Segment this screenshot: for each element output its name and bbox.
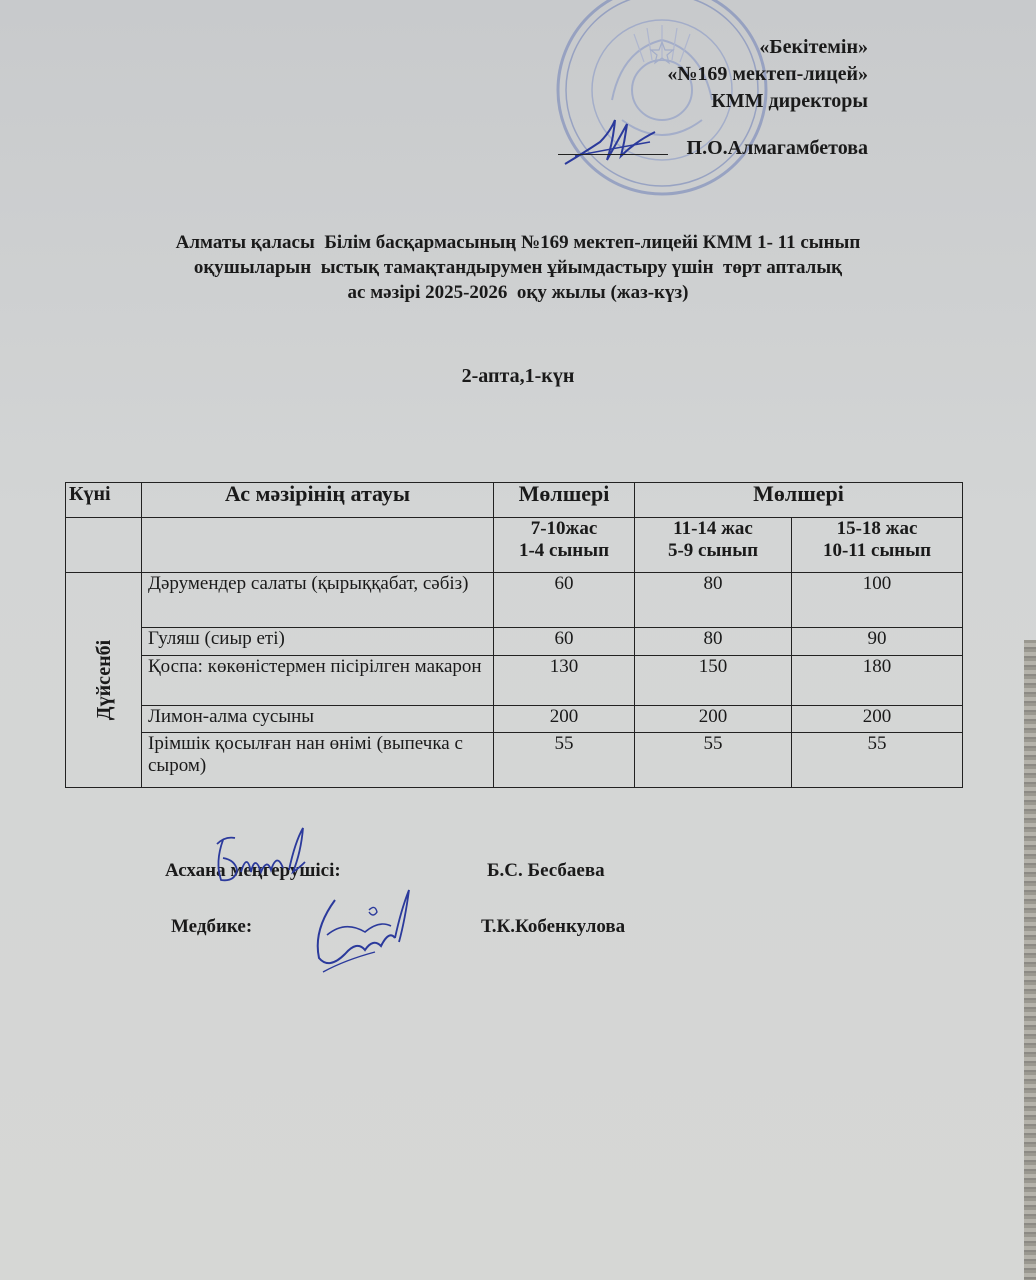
quantity-cell: 90 (792, 628, 963, 656)
age-group-header (635, 518, 792, 573)
day-cell (66, 573, 142, 788)
quantity-cell: 60 (494, 573, 635, 628)
subheader-empty (66, 518, 142, 573)
cook-label: Асхана меңгерушісі: (165, 860, 341, 881)
grade-range: 5-9 сынып (667, 540, 759, 561)
approval-line-1: «Бекітемін» (759, 36, 868, 58)
week-day-subtitle: 2-апта,1-күн (461, 365, 575, 387)
dish-name: Лимон-алма сусыны (142, 706, 494, 733)
header-quantity: Мөлшері (635, 483, 963, 518)
quantity-cell: 55 (635, 733, 792, 788)
header-quantity: Мөлшері (494, 483, 635, 518)
day-label: Дүйсенбі (92, 639, 115, 721)
quantity-cell: 80 (635, 628, 792, 656)
nurse-name: Т.К.Кобенкулова (481, 916, 626, 937)
director-signature (555, 112, 665, 172)
quantity-cell: 100 (792, 573, 963, 628)
director-signature-line (558, 154, 668, 155)
title-line-3: ас мәзірі 2025-2026 оқу жылы (жаз-күз) (347, 282, 689, 303)
cook-name: Б.С. Бесбаева (487, 860, 605, 881)
table-row (66, 733, 963, 788)
table-header-row (66, 483, 963, 518)
approval-block (667, 34, 868, 162)
age-group-header (792, 518, 963, 573)
age-group-header (494, 518, 635, 573)
table-row (66, 628, 963, 656)
document-title (40, 230, 996, 305)
dish-name: Дәрумендер салаты (қырыққабат, сәбіз) (142, 573, 494, 628)
quantity-cell: 180 (792, 656, 963, 706)
dish-name: Гуляш (сиыр еті) (142, 628, 494, 656)
age-range: 15-18 жас (836, 518, 918, 539)
quantity-cell: 200 (494, 706, 635, 733)
quantity-cell: 55 (792, 733, 963, 788)
age-range: 7-10жас (530, 518, 598, 539)
age-range: 11-14 жас (673, 518, 753, 539)
dish-name: Ірімшік қосылған нан өнімі (выпечка с сыром) (142, 733, 494, 788)
title-line-2: оқушыларын ыстық тамақтандырумен ұйымдастыру үшін төрт апталық (193, 257, 843, 278)
grade-range: 1-4 сынып (518, 540, 610, 561)
nurse-signature-row (165, 916, 665, 972)
menu-table (65, 482, 963, 788)
table-row (66, 656, 963, 706)
quantity-cell: 55 (494, 733, 635, 788)
title-line-1: Алматы қаласы Білім басқармасының №169 мектеп-лицейі КММ 1- 11 сынып (175, 232, 861, 253)
nurse-signature (305, 880, 415, 975)
approval-line-3: КММ директоры (711, 90, 868, 112)
quantity-cell: 130 (494, 656, 635, 706)
approval-line-2: «№169 мектеп-лицей» (667, 63, 868, 85)
grade-range: 10-11 сынып (822, 540, 932, 561)
quantity-cell: 80 (635, 573, 792, 628)
cook-signature (205, 822, 315, 892)
table-row (66, 573, 963, 628)
quantity-cell: 150 (635, 656, 792, 706)
nurse-label: Медбике: (171, 916, 253, 937)
header-dish-name: Ас мәзірінің атауы (142, 483, 494, 518)
header-day: Күні (66, 483, 142, 518)
table-subheader-row (66, 518, 963, 573)
director-name: П.О.Алмагамбетова (686, 137, 868, 159)
subheader-empty (142, 518, 494, 573)
quantity-cell: 200 (635, 706, 792, 733)
quantity-cell: 60 (494, 628, 635, 656)
table-row (66, 706, 963, 733)
quantity-cell: 200 (792, 706, 963, 733)
background-surface (1024, 640, 1036, 1280)
dish-name: Қоспа: көкөністермен пісірілген макарон (142, 656, 494, 706)
